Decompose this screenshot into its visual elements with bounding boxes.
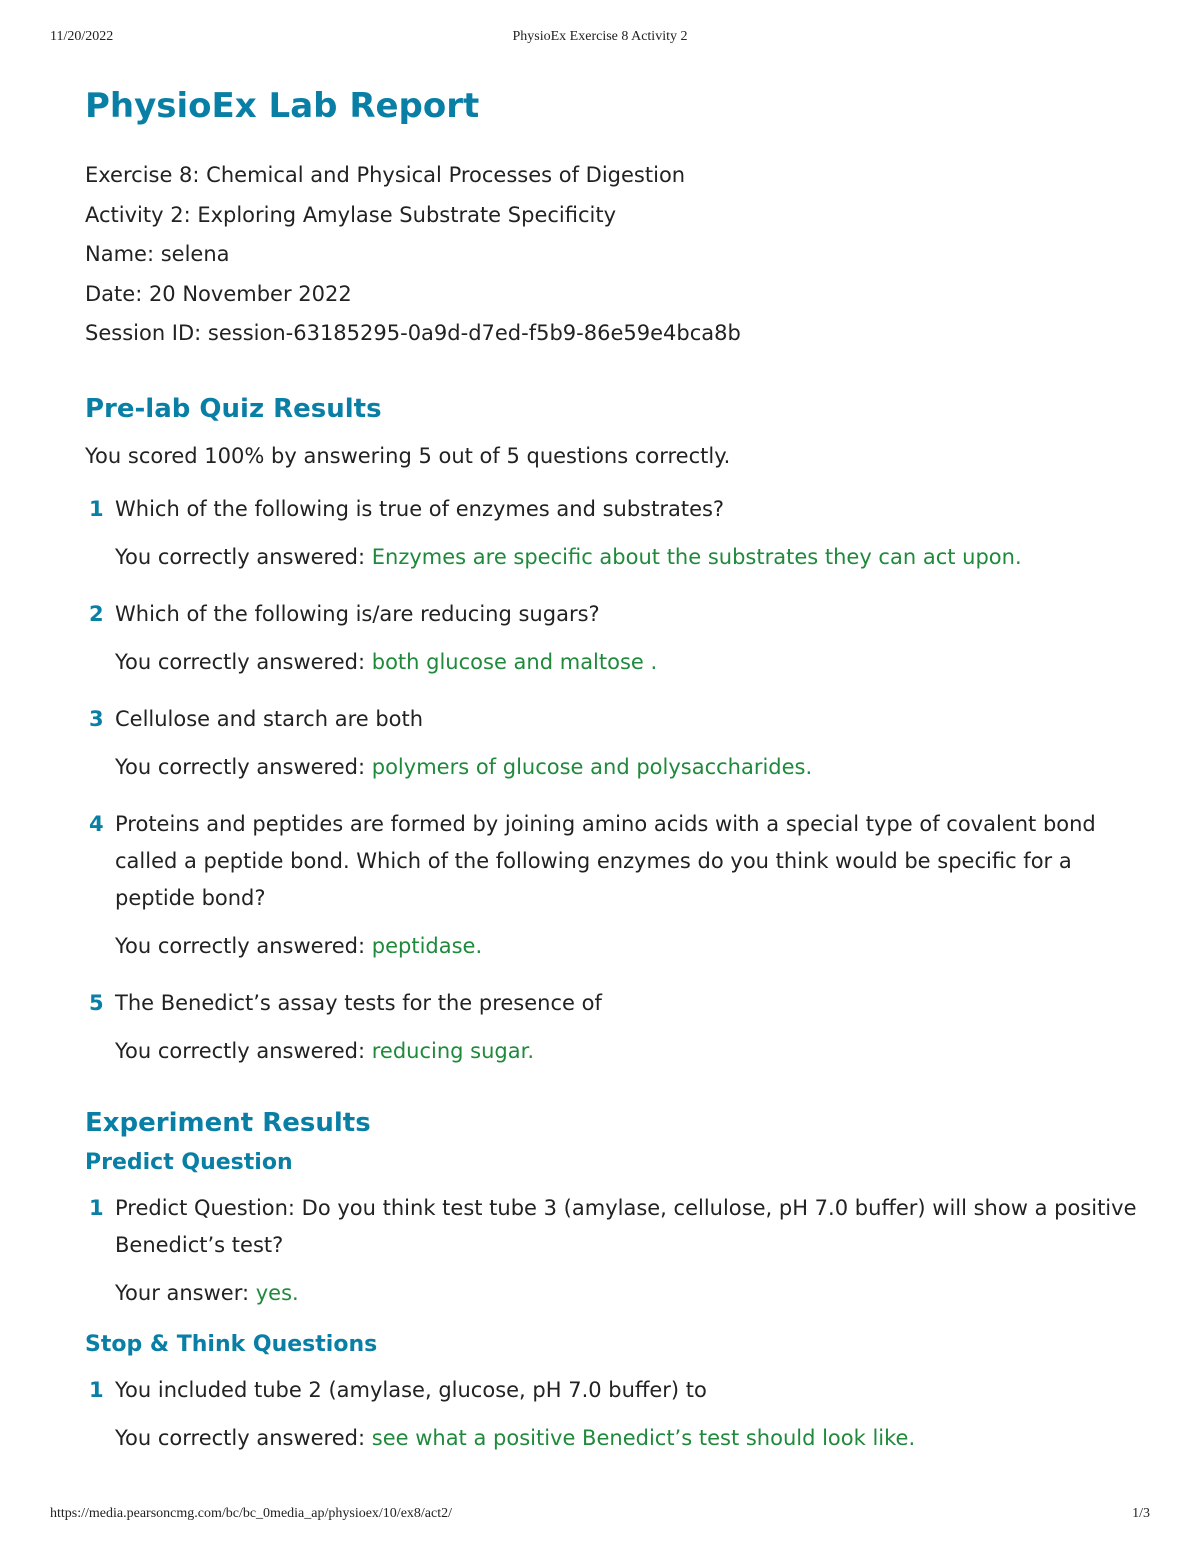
question-text: You included tube 2 (amylase, glucose, pH 7.0 buffer) to [115,1377,707,1402]
question-number: 1 [89,1195,104,1220]
quiz-item [85,985,1145,1066]
quiz-answer [85,542,1145,572]
answer-prefix: You correctly answered: [115,933,366,958]
quiz-answer [85,1036,1145,1066]
answer-text: polymers of glucose and polysaccharides. [371,754,813,779]
quiz-item [85,806,1145,961]
quiz-answer [85,647,1145,677]
answer-prefix: You correctly answered: [115,754,366,779]
quiz-question [85,491,1145,528]
date-line: Date: 20 November 2022 [85,281,352,306]
quiz-question [85,596,1145,633]
prelab-heading: Pre-lab Quiz Results [85,393,382,424]
question-text: Which of the following is/are reducing sugars? [115,601,600,626]
stop-think-item [85,1372,1145,1453]
question-number: 3 [89,706,104,731]
answer-text: reducing sugar. [371,1038,535,1063]
quiz-question [85,806,1145,917]
stop-think-question [85,1372,1145,1409]
answer-text: both glucose and maltose . [371,649,658,674]
answer-prefix: Your answer: [115,1280,250,1305]
question-number: 5 [89,990,104,1015]
experiment-heading: Experiment Results [85,1107,371,1138]
predict-heading: Predict Question [85,1149,293,1175]
print-date: 11/20/2022 [50,29,114,44]
question-number: 4 [89,811,104,836]
question-text: The Benedict’s assay tests for the presence of [115,990,602,1015]
question-number: 1 [89,1377,104,1402]
question-number: 2 [89,601,104,626]
quiz-item [85,491,1145,572]
report-content [85,86,1145,1453]
print-title: PhysioEx Exercise 8 Activity 2 [512,29,688,44]
quiz-question [85,985,1145,1022]
question-text: Cellulose and starch are both [115,706,424,731]
page-number: 1/3 [1132,1506,1150,1521]
answer-prefix: You correctly answered: [115,649,366,674]
answer-text: see what a positive Benedict’s test should look like. [371,1425,916,1450]
footer-url[interactable]: https://media.pearsoncmg.com/bc/bc_0media_ap/physioex/10/ex8/act2/ [50,1506,453,1521]
answer-prefix: You correctly answered: [115,1425,366,1450]
report-meta [85,156,1145,354]
quiz-answer [85,752,1145,782]
question-number: 1 [89,496,104,521]
quiz-item [85,596,1145,677]
predict-answer [85,1278,1145,1308]
report-title: PhysioEx Lab Report [85,86,480,126]
answer-prefix: You correctly answered: [115,544,366,569]
prelab-score: You scored 100% by answering 5 out of 5 questions correctly. [85,443,731,468]
name-line: Name: selena [85,242,230,266]
quiz-item [85,701,1145,782]
print-header [50,29,1150,45]
question-text: Proteins and peptides are formed by joining amino acids with a special type of covalent bond called a peptide bond. Which of the following enzymes do you think would be specific for a peptide bond? [115,811,1096,910]
quiz-question [85,701,1145,738]
activity-line: Activity 2: Exploring Amylase Substrate Specificity [85,202,617,227]
question-text: Predict Question: Do you think test tube 3 (amylase, cellulose, pH 7.0 buffer) will show a positive Benedict’s test? [115,1195,1137,1257]
print-footer [50,1506,1150,1522]
quiz-answer [85,931,1145,961]
answer-text: peptidase. [371,933,483,958]
stop-think-answer [85,1423,1145,1453]
answer-text: yes. [255,1280,299,1305]
answer-text: Enzymes are specific about the substrates they can act upon. [371,544,1022,569]
exercise-line: Exercise 8: Chemical and Physical Processes of Digestion [85,163,686,187]
answer-prefix: You correctly answered: [115,1038,366,1063]
predict-item [85,1190,1145,1308]
question-text: Which of the following is true of enzymes and substrates? [115,496,725,521]
predict-question [85,1190,1145,1264]
stop-think-heading: Stop & Think Questions [85,1331,378,1357]
session-line: Session ID: session-63185295-0a9d-d7ed-f5b9-86e59e4bca8b [85,321,741,345]
